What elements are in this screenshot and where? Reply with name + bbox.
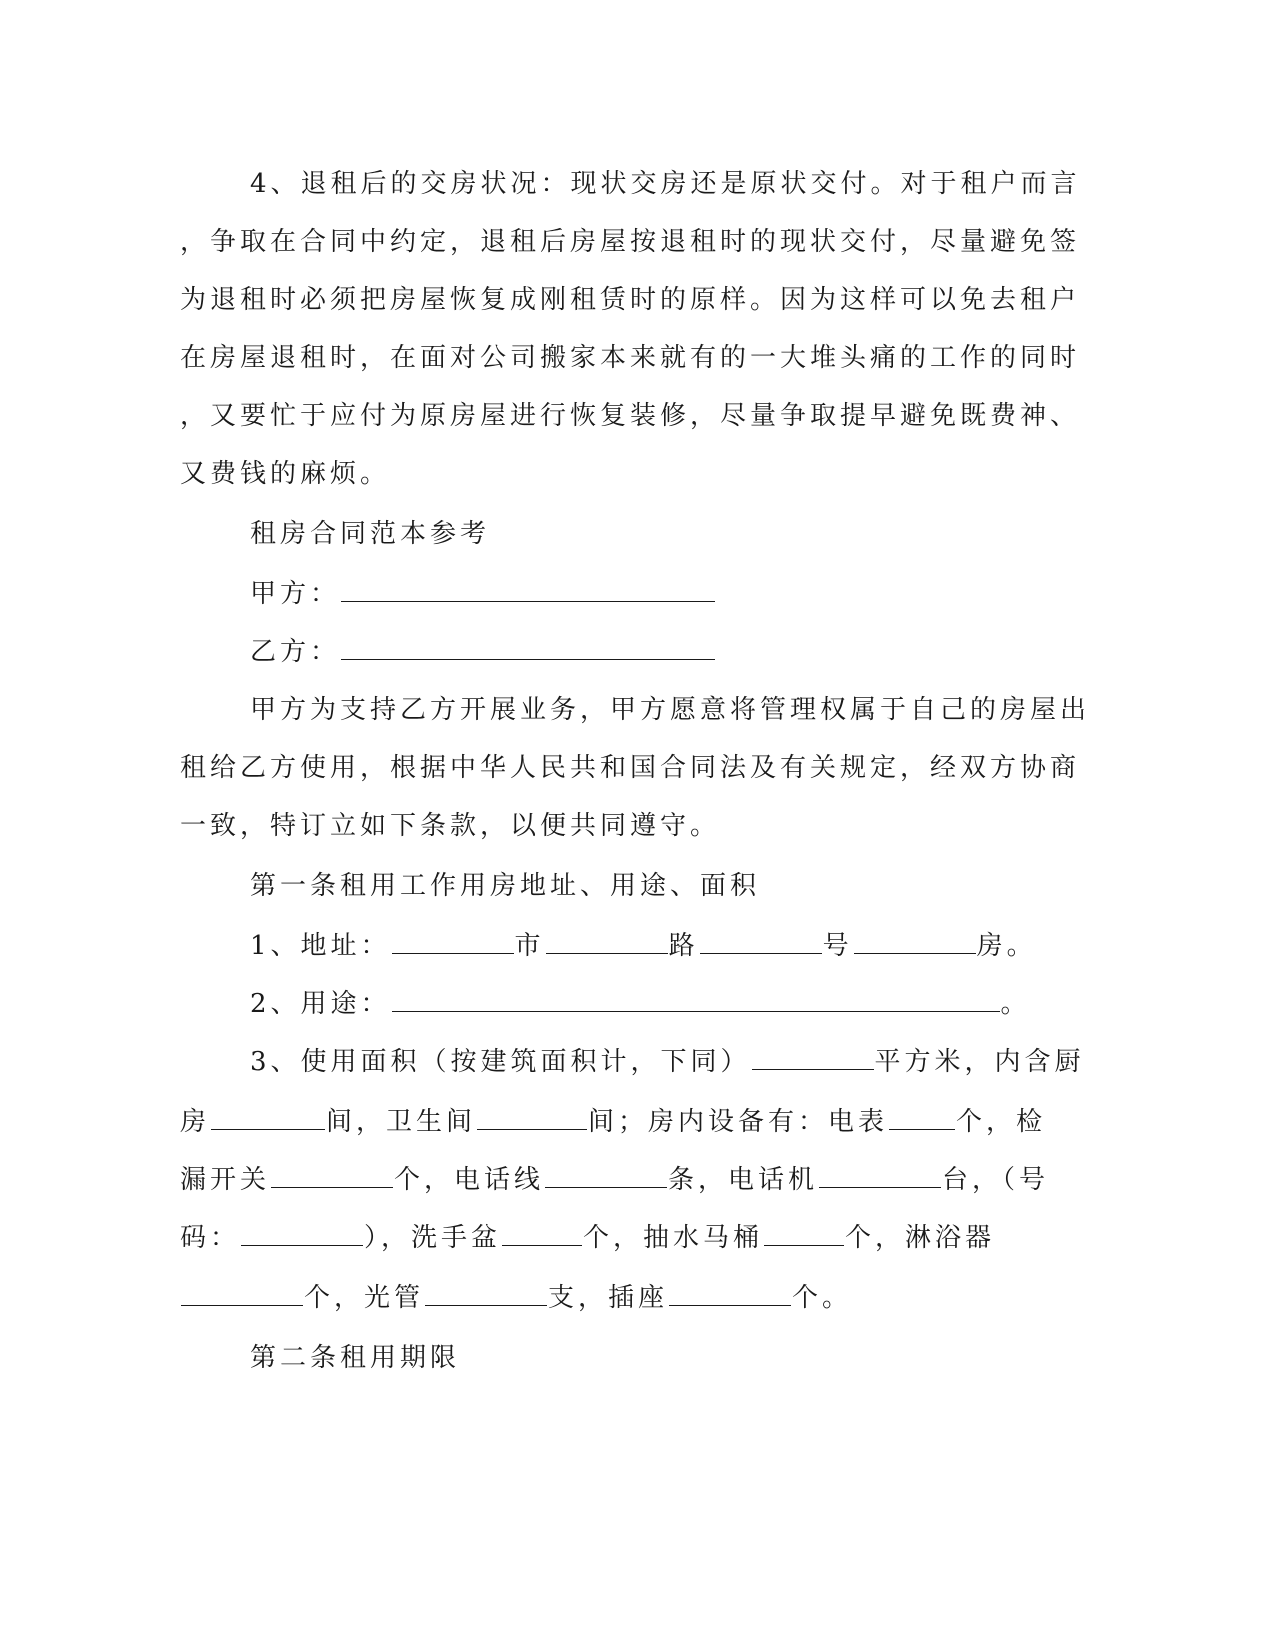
shower-label: 个，淋浴器 xyxy=(845,1223,996,1253)
area-line-1-end: 平方米，内含厨 xyxy=(874,1047,1085,1077)
tube-light-blank xyxy=(425,1283,547,1306)
address-room-blank xyxy=(854,931,976,954)
paragraph-4-line-1: 4、退租后的交房状况：现状交房还是原状交付。对于租户而言 xyxy=(250,169,1081,199)
party-a-line xyxy=(250,576,716,612)
paragraph-4-line-2: ，争取在合同中约定，退租后房屋按退租时的现状交付，尽量避免签 xyxy=(180,227,1081,257)
party-b-label: 乙方： xyxy=(250,637,341,667)
usage-blank xyxy=(392,989,1000,1012)
area-line-3 xyxy=(180,1162,1049,1198)
meter-blank xyxy=(889,1107,955,1130)
socket-label: 支，插座 xyxy=(548,1283,669,1313)
area-line-1 xyxy=(250,1044,1085,1080)
paragraph-4-line-3: 为退租时必须把房屋恢复成刚租赁时的原样。因为这样可以免去租户 xyxy=(180,285,1081,315)
telephone-label: 条，电话机 xyxy=(668,1165,819,1195)
party-a-blank xyxy=(341,579,715,602)
tube-light-label: 个，光管 xyxy=(304,1283,425,1313)
article-1-title: 第一条租用工作用房地址、用途、面积 xyxy=(250,871,761,901)
toilet-blank xyxy=(764,1223,844,1246)
address-line xyxy=(250,928,1037,964)
paragraph-4-line-4: 在房屋退租时，在面对公司搬家本来就有的一大堆头痛的工作的同时 xyxy=(180,343,1081,373)
usage-label: 2、用途： xyxy=(250,989,391,1019)
paragraph-4-line-5: ，又要忙于应付为原房屋进行恢复装修，尽量争取提早避免既费神、 xyxy=(180,401,1081,431)
address-number-label: 号 xyxy=(822,931,853,961)
area-sqm-blank xyxy=(752,1047,874,1070)
address-room-label: 房。 xyxy=(976,931,1037,961)
intro-line-2: 租给乙方使用，根据中华人民共和国合同法及有关规定，经双方协商 xyxy=(180,753,1081,783)
paragraph-4-line-6: 又费钱的麻烦。 xyxy=(180,459,391,489)
party-b-blank xyxy=(341,637,715,660)
leak-switch-prefix: 个，检 xyxy=(956,1107,1047,1137)
bathroom-blank xyxy=(477,1107,587,1130)
phone-line-label: 个，电话线 xyxy=(394,1165,545,1195)
number-blank xyxy=(241,1223,363,1246)
phone-line-blank xyxy=(545,1165,667,1188)
address-label: 1、地址： xyxy=(250,931,391,961)
party-b-line xyxy=(250,634,716,670)
leak-switch-label: 漏开关 xyxy=(180,1165,271,1195)
usage-line xyxy=(250,986,1031,1022)
area-line-2 xyxy=(180,1104,1046,1140)
kitchen-blank xyxy=(211,1107,325,1130)
bathroom-label: 间，卫生间 xyxy=(326,1107,477,1137)
shower-blank xyxy=(181,1283,303,1306)
toilet-label: 个，抽水马桶 xyxy=(583,1223,764,1253)
number-prefix: 台，（号 xyxy=(942,1165,1050,1195)
area-line-5 xyxy=(180,1280,852,1316)
leak-switch-blank xyxy=(271,1165,393,1188)
address-road-blank xyxy=(546,931,668,954)
address-number-blank xyxy=(700,931,822,954)
intro-line-1: 甲方为支持乙方开展业务，甲方愿意将管理权属于自己的房屋出 xyxy=(250,695,1091,725)
party-a-label: 甲方： xyxy=(250,579,341,609)
area-label: 3、使用面积（按建筑面积计，下同） xyxy=(250,1047,751,1077)
kitchen-label: 房 xyxy=(180,1107,211,1137)
washbasin-label: ），洗手盆 xyxy=(364,1223,502,1253)
telephone-blank xyxy=(819,1165,941,1188)
washbasin-blank xyxy=(502,1223,582,1246)
address-road-label: 路 xyxy=(668,931,699,961)
meter-label: 间；房内设备有：电表 xyxy=(588,1107,889,1137)
address-city-blank xyxy=(392,931,514,954)
contract-title: 租房合同范本参考 xyxy=(250,519,491,549)
intro-line-3: 一致，特订立如下条款，以便共同遵守。 xyxy=(180,811,721,841)
area-line-4 xyxy=(180,1220,995,1256)
usage-end: 。 xyxy=(1000,989,1031,1019)
address-city-label: 市 xyxy=(514,931,545,961)
area-line-5-end: 个。 xyxy=(792,1283,853,1313)
number-label: 码： xyxy=(180,1223,241,1253)
article-2-title: 第二条租用期限 xyxy=(250,1343,461,1373)
socket-blank xyxy=(669,1283,791,1306)
